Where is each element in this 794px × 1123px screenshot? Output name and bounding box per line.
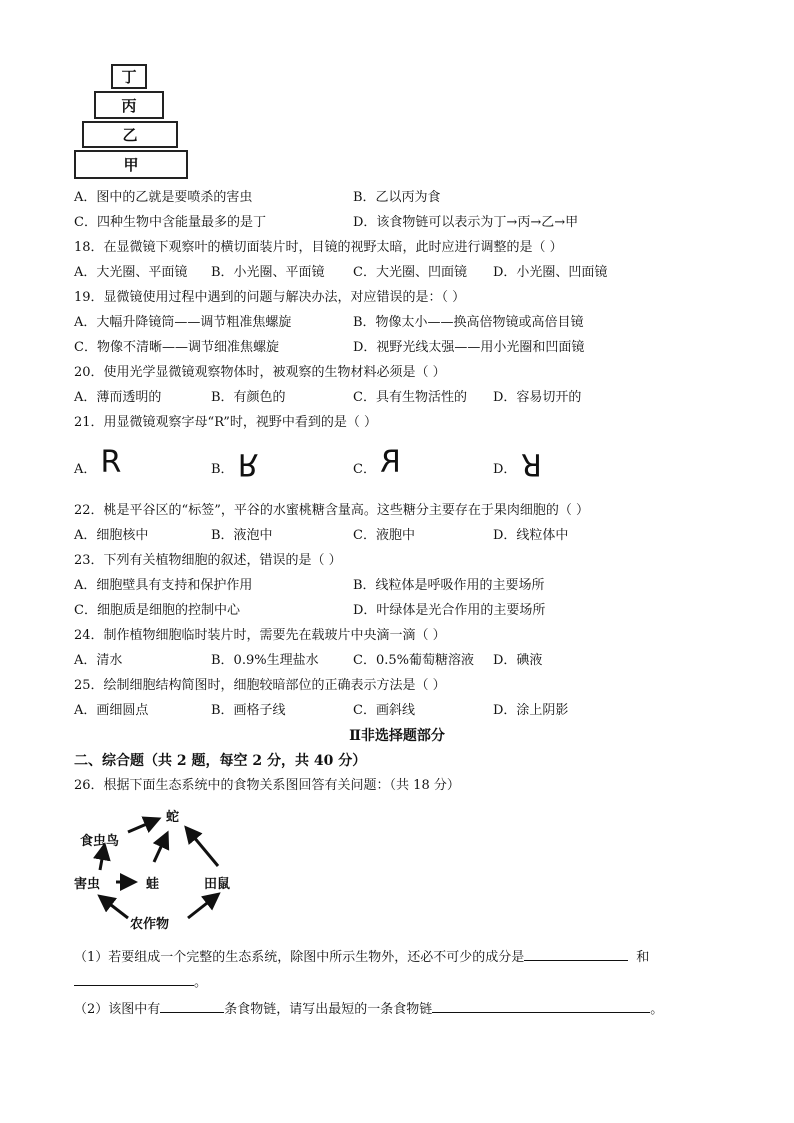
q24-option-d: D．碘液 [493,653,543,668]
q26-sub2-blank-chain[interactable] [432,1000,650,1013]
arrow-crop-to-mouse [188,896,216,918]
q23-option-a: A．细胞壁具有支持和保护作用 [74,578,253,593]
q20-option-a: A．薄而透明的 [74,390,162,405]
q26-sub2-text-a: （2）该图中有 [74,1002,161,1017]
q23-option-b: B．线粒体是呼吸作用的主要场所 [353,578,545,593]
q25-option-a: A．画细圆点 [74,703,149,718]
node-crops: 农作物 [130,917,170,932]
q17-option-b: B．乙以丙为食 [353,190,441,205]
q25-stem: 25．绘制细胞结构简图时，细胞较暗部位的正确表示方法是（ ） [74,678,446,693]
q19-option-c: C．物像不清晰——调节细准焦螺旋 [74,340,279,355]
q21-option-c-label: C． [353,462,376,477]
arrow-pest-to-bird [100,848,104,870]
q21-stem: 21．用显微镜观察字母“R”时，视野中看到的是（ ） [74,415,378,430]
q22-option-c: C．液胞中 [353,528,415,543]
q17-option-d: D．该食物链可以表示为丁→丙→乙→甲 [353,215,579,230]
q22-option-a: A．细胞核中 [74,528,149,543]
q26-sub1 [74,948,649,966]
q25-option-d: D．涂上阴影 [493,703,569,718]
q21-option-b-label: B． [211,462,234,477]
q23-option-c: C．细胞质是细胞的控制中心 [74,603,240,618]
q18-option-b: B．小光圈、平面镜 [211,265,325,280]
node-snake: 蛇 [166,810,180,825]
q21-option-a [74,445,122,484]
q23-stem: 23．下列有关植物细胞的叙述，错误的是（ ） [74,553,342,568]
q23-option-d: D．叶绿体是光合作用的主要场所 [353,603,546,618]
q18-stem: 18．在显微镜下观察叶的横切面装片时，目镜的视野太暗，此时应进行调整的是（ ） [74,240,563,255]
q21-option-d [493,448,541,484]
arrow-frog-to-snake [154,836,166,862]
q26-sub1-blank-2[interactable] [74,973,194,986]
q25-option-b: B．画格子线 [211,703,286,718]
q19-stem: 19．显微镜使用过程中遇到的问题与解决办法，对应错误的是：（ ） [74,290,466,305]
letter-r-mirrored: R [380,445,401,480]
q24-option-a: A．清水 [74,653,123,668]
q26-sub1-text: （1）若要组成一个完整的生态系统，除图中所示生物外，还必不可少的成分是 [74,950,525,965]
node-field-mouse: 田鼠 [204,877,231,892]
q24-option-c: C．0.5%葡萄糖溶液 [353,653,474,668]
q18-option-a: A．大光圈、平面镜 [74,265,188,280]
letter-r-normal: R [100,445,122,480]
letter-r-flipped-vertical: R [237,446,259,481]
q26-sub1-end: 。 [194,975,208,990]
q19-option-a: A．大幅升降镜筒——调节粗准焦螺旋 [74,315,292,330]
q26-sub2 [74,1000,663,1018]
q19-option-b: B．物像太小——换高倍物镜或高倍目镜 [353,315,584,330]
q17-option-c: C．四种生物中含能量最多的是丁 [74,215,266,230]
arrow-crop-to-pest [102,898,128,918]
q25-option-c: C．画斜线 [353,703,415,718]
q18-option-c: C．大光圈、凹面镜 [353,265,467,280]
q20-option-d: D．容易切开的 [493,390,582,405]
q24-option-b: B．0.9%生理盐水 [211,653,319,668]
q26-sub2-blank-count[interactable] [160,1000,224,1013]
q20-stem: 20．使用光学显微镜观察物体时，被观察的生物材料必须是（ ） [74,365,446,380]
section-title: Ⅱ非选择题部分 [349,728,445,744]
q26-sub1-and: 和 [636,950,650,965]
node-insectivorous-bird: 食虫鸟 [80,834,120,849]
pyramid-level-2: 丙 [94,91,164,119]
q26-sub1-blank-1[interactable] [524,948,628,961]
q21-option-c [353,445,401,484]
q21-option-d-label: D． [493,462,517,477]
section-heading: 二、综合题（共 2 题，每空 2 分，共 40 分） [74,753,367,769]
pyramid-level-top: 丁 [111,64,147,89]
q22-stem: 22．桃是平谷区的“标签”，平谷的水蜜桃糖含量高。这些糖分主要存在于果肉细胞的（ ） [74,503,589,518]
node-frog: 蛙 [146,877,160,892]
q18-option-d: D．小光圈、凹面镜 [493,265,608,280]
q17-option-a: A．图中的乙就是要喷杀的害虫 [74,190,253,205]
arrow-mouse-to-snake [188,830,218,866]
q26-sub1-line2 [74,973,207,991]
node-pest: 害虫 [74,877,101,892]
q21-option-b [211,448,259,484]
pyramid-level-3: 乙 [82,121,178,148]
q26-sub2-text-b: 条食物链，请写出最短的一条食物链 [224,1002,433,1017]
q20-option-b: B．有颜色的 [211,390,286,405]
q21-option-a-label: A． [74,462,97,477]
q22-option-b: B．液泡中 [211,528,273,543]
q19-option-d: D．视野光线太强——用小光圈和凹面镜 [353,340,585,355]
q26-stem: 26．根据下面生态系统中的食物关系图回答有关问题：（共 18 分） [74,778,460,793]
letter-r-rotated: R [520,446,542,481]
q22-option-d: D．线粒体中 [493,528,569,543]
pyramid-level-bottom: 甲 [74,150,188,179]
q24-stem: 24．制作植物细胞临时装片时，需要先在载玻片中央滴一滴（ ） [74,628,446,643]
q20-option-c: C．具有生物活性的 [353,390,467,405]
arrow-bird-to-snake [128,820,156,832]
food-web-diagram [70,800,250,935]
q26-sub2-end: 。 [650,1002,664,1017]
